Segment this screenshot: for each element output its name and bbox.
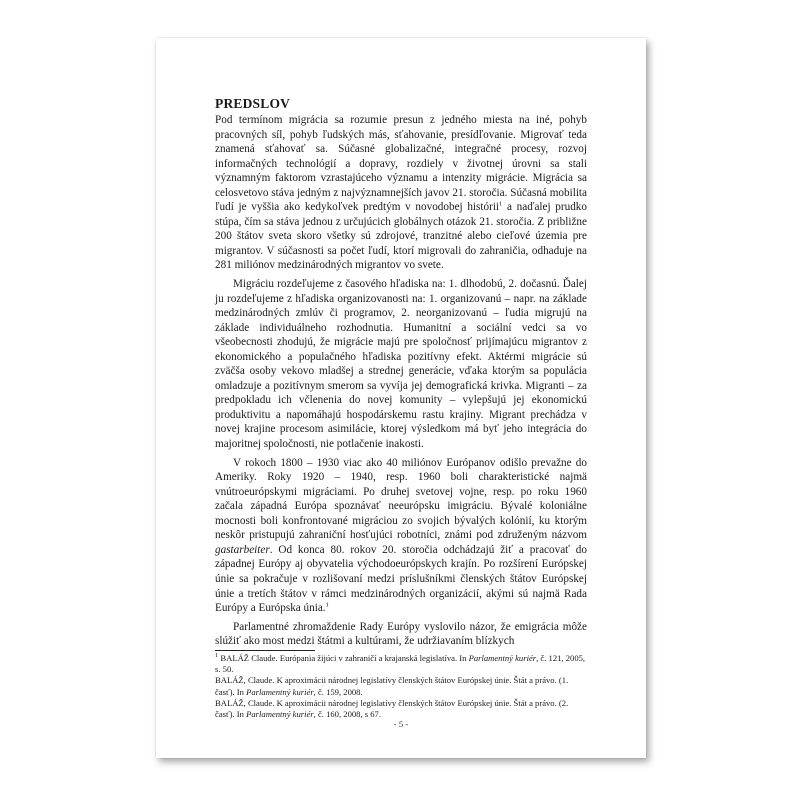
document-page [156,38,646,758]
footnote-1-source: Parlamentný kuriér [468,652,537,663]
italic-term: gastarbeiter [215,543,270,556]
footnote-2-text-end: , č. 159, 2008. [313,686,363,697]
footnote-ref-2: 1 [325,601,329,609]
footnote-1 [215,653,587,676]
paragraph-3-text-cont: . Od konca 80. rokov 20. storočia odchádzajú žiť a pracovať do západnej Európy aj obyvatelia východoeurópskych krajín. Po rozšírení Európskej únie sa pokračuje v rozlišovaní medzi príslušníkmi členských štátov Európskej únie a tretích štátov v rámci medzinárodných organizácií, akými sú najmä Rada Európy a Európska únia. [215,543,587,615]
footnote-3-text: BALÁŽ, Claude. K aproximácii národnej legislatívy členských štátov Európskej únie. Štát a právo. (2. časť). In [215,697,569,720]
page-number: - 5 - [393,719,409,729]
page-title: PREDSLOV [215,96,291,111]
paragraph-3 [215,456,587,616]
footnote-3 [215,698,587,721]
paragraph-2: Migráciu rozdeľujeme z časového hľadiska na: 1. dlhodobú, 2. dočasnú. Ďalej ju rozdeľujeme z hľadiska organizovanosti na: 1. organizovanú – napr. na základe medzinárodných zmlúv či programov, 2. neorganizovanú – ľudia migrujú na základe individuálneho rozhodnutia. Humanitní a sociální vedci sa vo všeobecnosti zhodujú, že migrácie majú pre spoločnosť prijímajúcu migrantov z ekonomického a populačného hľadiska pozitívny efekt. Aktérmi migrácie sú zväčša osoby vekovo mladšej a strednej generácie, vďaka ktorým sa populácia omladzuje a pozitívnym smerom sa vyvíja jej demografická krivka. Migranti – za predpokladu ich včlenenia do novej komunity – vylepšujú jej ekonomickú produktivitu a napomáhajú hospodárskemu rastu krajiny. Migrant prechádza v novej krajine procesom asimilácie, ktorej výsledkom má byť jeho integrácia do majoritnej spoločnosti, nie potlačenie inakosti. [215,278,587,451]
paragraph-1-text: Pod termínom migrácia sa rozumie presun z jedného miesta na iné, pohyb pracovných síl, pohyb ľudských más, sťahovanie, presídľovanie. Migrovať teda znamená sťahovať sa. Súčasné globalizačné, integračné procesy, rozvoj informačných technológií a dopravy, rozdiely v životnej úrovni sa stali významným faktorom vzrastajúceho významu a intenzity migrácie. Migrácia sa celosvetovo stáva jedným z najvýznamnejších javov 21. storočia. Súčasná mobilita ľudí je vyššia ako kedykoľvek predtým v novodobej histórii [215,114,587,214]
footnote-3-source: Parlamentný kuriér [246,709,314,720]
footnote-marker: 1 [215,651,219,659]
footnote-2-text: BALÁŽ, Claude. K aproximácii národnej legislatívy členských štátov Európskej únie. Štát a právo. (1. časť). In [215,675,569,697]
footnote-1-text-end: , č. 121, 2005, s. 50. [215,652,586,674]
paragraph-1 [215,113,587,273]
footnote-3-text-end: , č. 160, 2008, s 67. [313,709,381,720]
footnote-divider [215,650,315,651]
paragraph-3-text: V rokoch 1800 – 1930 viac ako 40 miliónov Európanov odišlo prevažne do Ameriky. Roky 1920 – 1940, resp. 1960 boli charakteristické najmä vnútroeurópskymi migráciami. Po druhej svetovej vojne, resp. po roku 1960 začala západná Európa spoznávať neeurópsku imigráciu. Bývalé koloniálne mocnosti boli konfrontované migráciou zo svojich bývalých kolónií, ku ktorým neskôr pristupujú zahraniční hosťujúci robotníci, známi pod združeným názvom [215,456,587,542]
paragraph-4: Parlamentné zhromaždenie Rady Európy vyslovilo názor, že emigrácia môže slúžiť ako most medzi štátmi a kultúrami, že udržiavaním blízkych [215,620,587,648]
footnote-1-text: BALÁŽ Claude. Európania žijúci v zahraničí a krajanská legislatíva. In [218,652,469,663]
footnotes [215,653,587,721]
page-content [215,95,587,720]
footnote-2-source: Parlamentný kuriér [246,686,314,697]
footnote-ref-1: 1 [499,200,503,208]
footnote-2 [215,675,587,698]
paragraph-1-text-cont: a naďalej prudko stúpa, čím sa stáva jednou z určujúcich globálnych otázok 21. storočia. Z približne 200 štátov sveta skoro všetky sú zdrojové, tranzitné alebo cieľové územia pre migrantov. V súčasnosti sa počet ľudí, ktorí migrovali do zahraničia, odhaduje na 281 miliónov medzinárodných migrantov vo svete. [215,201,587,272]
